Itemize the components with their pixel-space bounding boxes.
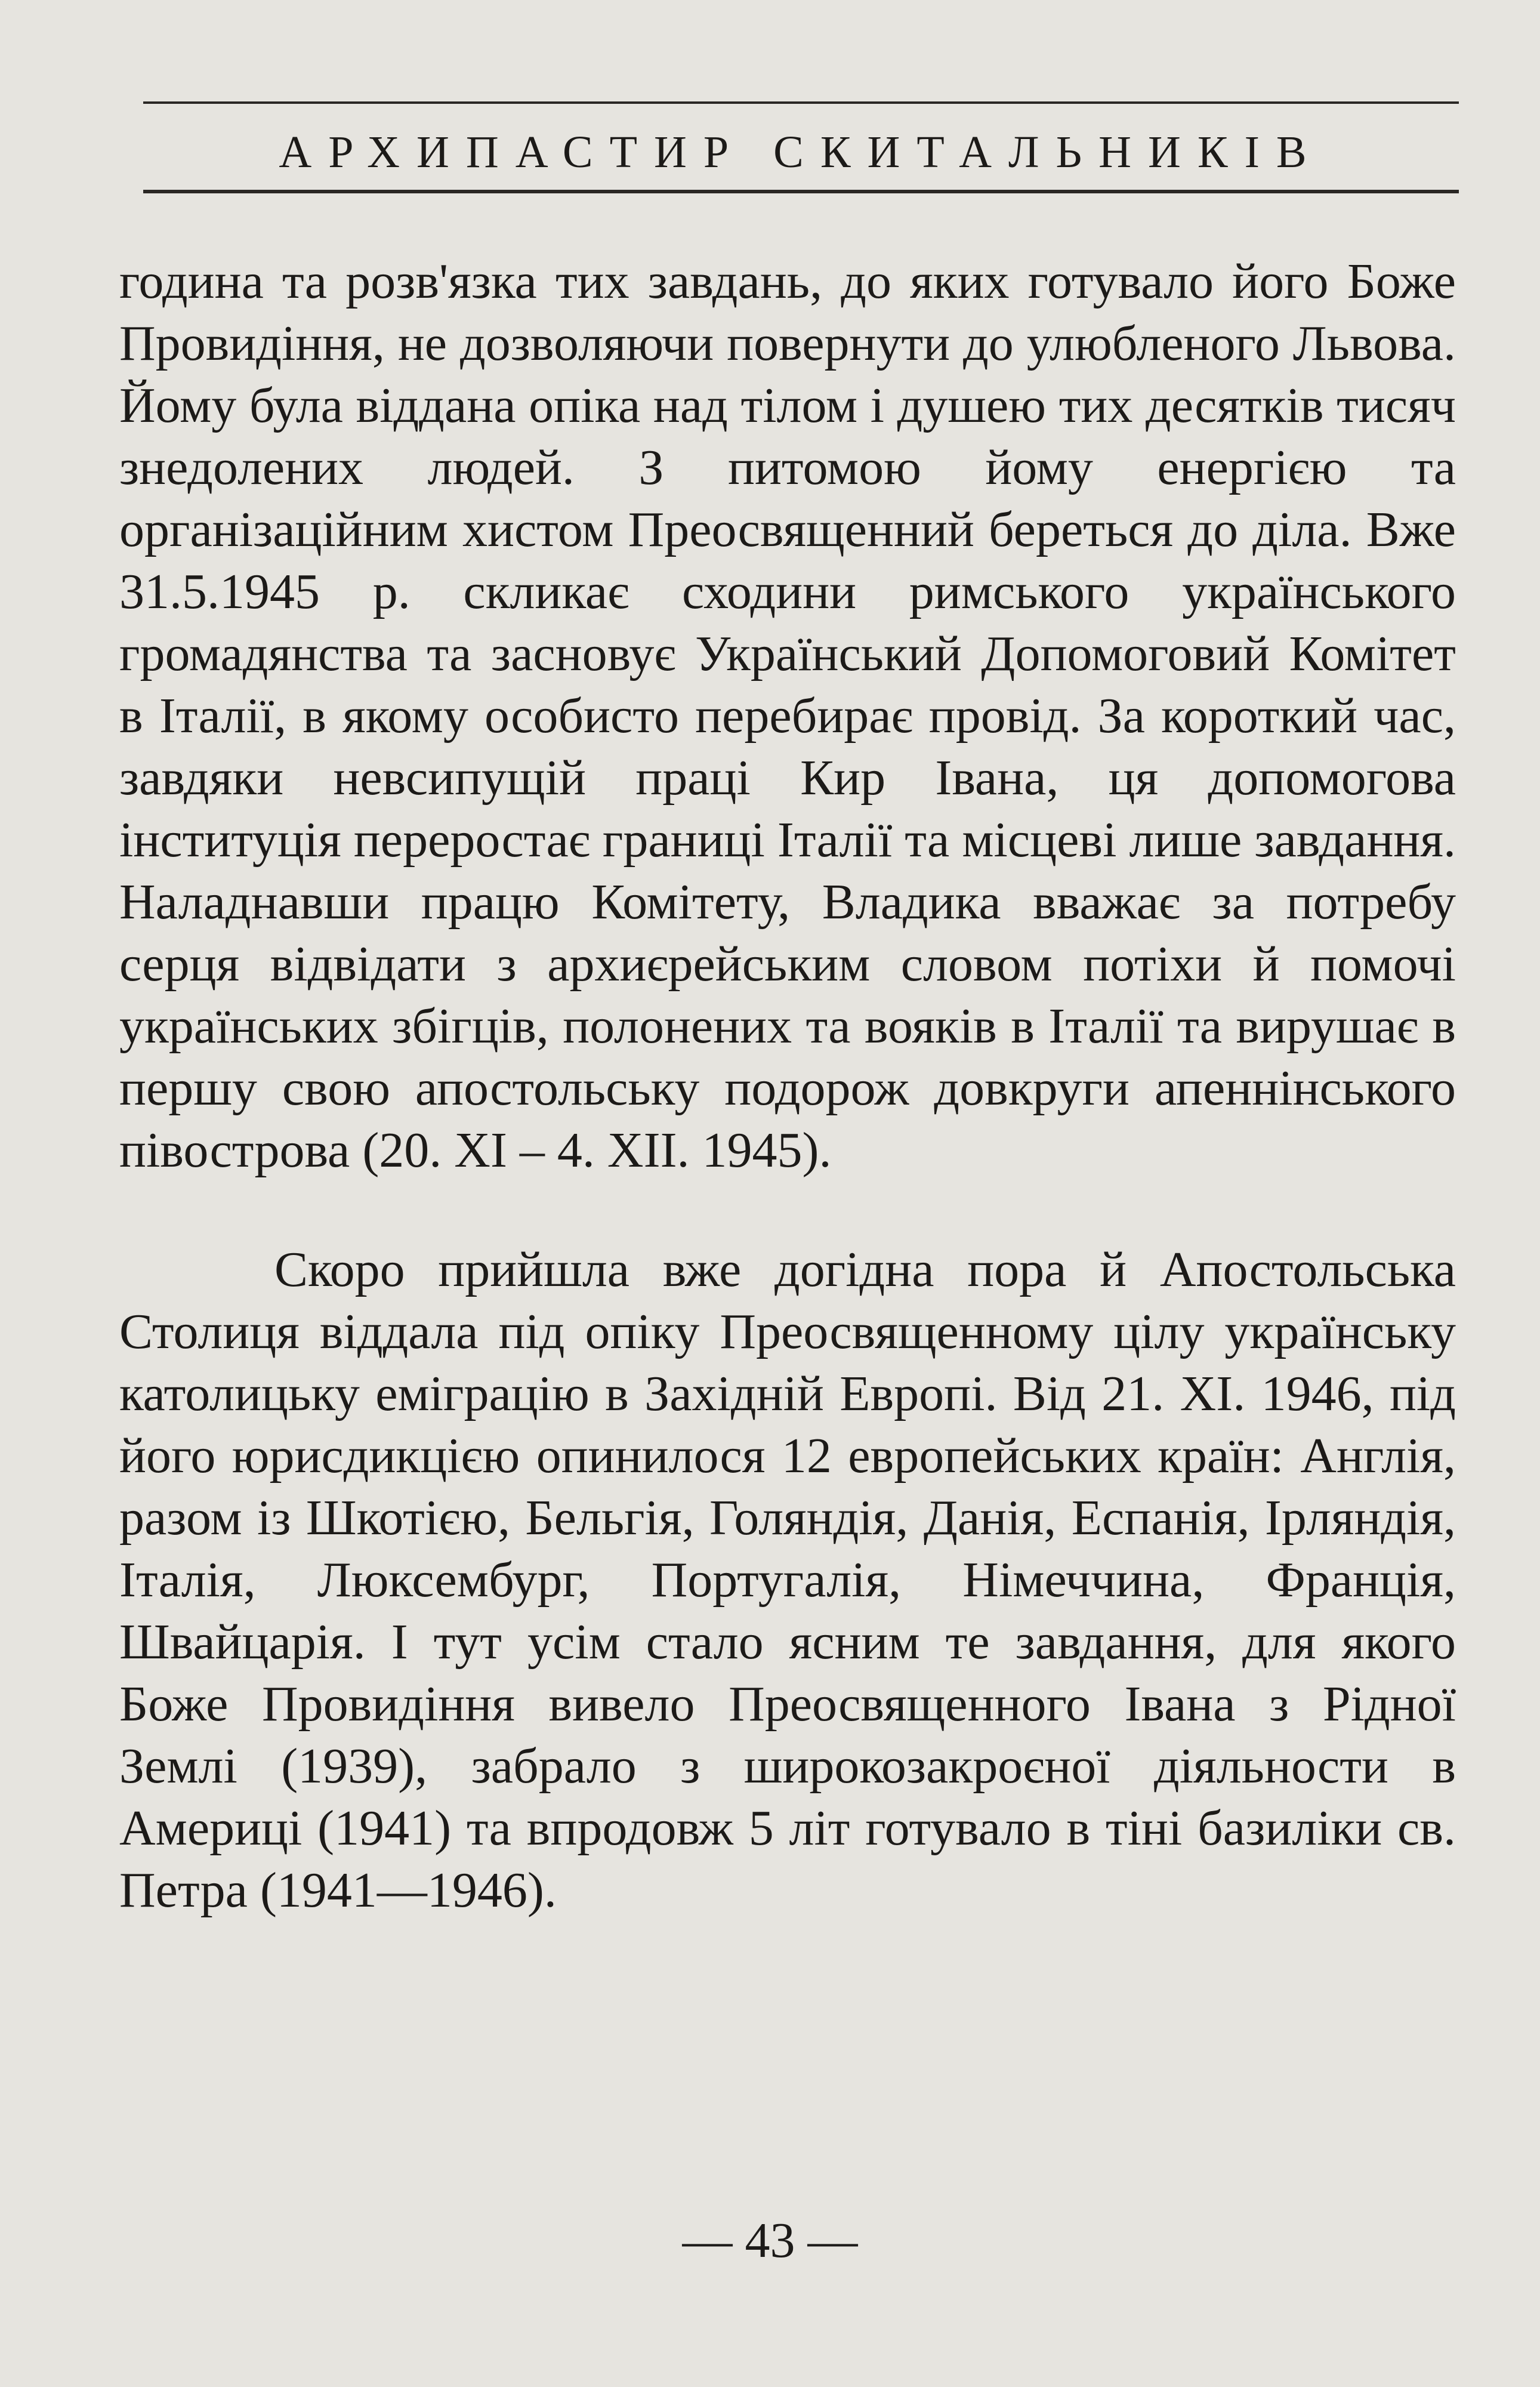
header-rule-top <box>143 101 1459 104</box>
running-header: АРХИПАСТИР СКИТАЛЬНИКІВ <box>279 127 1323 177</box>
header-rule-bottom <box>143 190 1459 193</box>
paragraph: Скоро прийшла вже догідна пора й Апостольська Столиця віддала під опіку Преосвященному цілу українську католицьку еміграцію в Західній Европі. Від 21. XI. 1946, під його юрисдикцією опинилося 12 европейських країн: Англія, разом із Шкотією, Бельгія, Голяндія, Данія, Еспанія, Ірляндія, Італія, Люксембург, Португалія, Німеччина, Франція, Швайцарія. І тут усім стало ясним те завдання, для якого Боже Провидіння вивело Преосвященного Івана з Рідної Землі (1939), забрало з широкозакроєної діяльности в Америці (1941) та впродовж 5 літ готувало в тіні базиліки св. Петра (1941—1946). <box>119 1242 1456 1918</box>
body-text <box>119 251 1456 1922</box>
page-number: — 43 — <box>682 2213 858 2268</box>
paragraph-continued: година та розв'язка тих завдань, до яких готувало його Боже Провидіння, не дозволяючи повернути до улюбленого Львова. Йому була віддана опіка над тілом і душею тих десятків тисяч знедолених людей. З питомою йому енергією та організаційним хистом Преосвященний береться до діла. Вже 31.5.1945 р. скликає сходини римського українського громадянства та засновує Український Допомоговий Комітет в Італії, в якому особисто перебирає провід. За короткий час, завдяки невсипущій праці Кир Івана, ця допомогова інституція переростає границі Італії та місцеві лише завдання. Наладнавши працю Комітету, Владика вважає за потребу серця відвідати з архиєрейським словом потіхи й помочі українських збігців, полонених та вояків в Італії та вирушає в першу свою апостольську подорож довкруги апеннінського півострова (20. XI – 4. XII. 1945). <box>119 254 1456 1178</box>
